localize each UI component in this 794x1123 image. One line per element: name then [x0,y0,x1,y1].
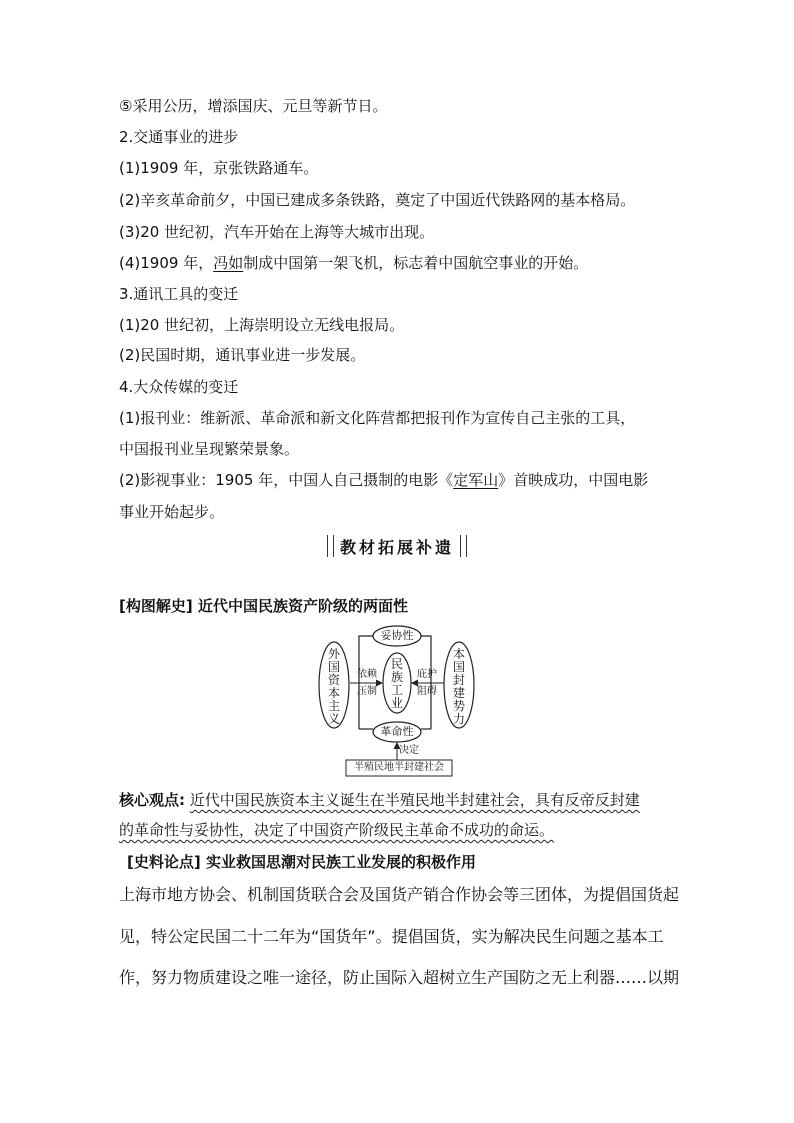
right-label: 本国封建势力 [452,647,465,726]
subheading-media: 4.大众传媒的变迁 [119,378,239,396]
shi-liao-heading [127,852,476,872]
text-segment: (4)1909 年， [119,254,214,272]
section-header [327,533,467,559]
label-yilai: 依赖 [357,669,377,680]
text-line: 中国报刊业呈现繁荣景象。 [119,440,300,458]
top-connector [359,636,373,729]
text-line [119,470,648,490]
text-line [119,253,588,273]
quote-line-3: 作，努力物质建设之唯一途径，防止国际入超树立生产国防之无上利器……以期 [119,968,680,987]
top-label: 妥协性 [380,629,414,642]
double-bar-right [460,535,467,557]
left-label: 外国资本主义 [327,647,340,726]
text-line: (3)20 世纪初，汽车开始在上海等大城市出现。 [119,223,435,241]
section-title: 教材拓展补遗 [340,537,455,557]
center-label: 民族工业 [390,657,403,710]
gou-tu-tag: [构图解史] [119,597,193,615]
double-bar-left [327,535,334,557]
subheading-transport: 2.交通事业的进步 [119,128,239,146]
subheading-communication: 3.通讯工具的变迁 [119,285,239,303]
label-zuai: 阻碍 [417,686,437,697]
label-decide: 决定 [399,745,419,756]
text-line: (1)1909 年，京张铁路通车。 [119,159,319,177]
core-text-2: 的革命性与妥协性，决定了中国资产阶级民主革命不成功的命运。 [119,821,555,839]
text-segment: (2)影视事业：1905 年，中国人自己摄制的电影《 [119,471,454,489]
underlined-film: 定军山 [453,471,499,489]
text-line: (1)报刊业：维新派、革命派和新文化阵营都把报刊作为宣传自己主张的工具， [119,409,636,427]
text-line: (2)民国时期，通讯事业进一步发展。 [119,346,366,364]
top-connector-right [421,636,431,729]
core-text-1: 近代中国民族资本主义诞生在半殖民地半封建社会，具有反帝反封建 [189,791,640,809]
shi-liao-title: 实业救国思潮对民族工业发展的积极作用 [205,853,476,871]
text-line: ⑤采用公历，增添国庆、元旦等新节日。 [119,97,388,115]
core-line-2 [119,820,554,840]
text-segment: 制成中国第一架飞机，标志着中国航空事业的开始。 [243,254,589,272]
label-bihu: 庇护 [417,669,437,680]
text-line: (1)20 世纪初，上海崇明设立无线电报局。 [119,316,405,334]
quote-line-1: 上海市地方协会、机制国货联合会及国货产销合作协会等三团体，为提倡国货起 [119,885,680,904]
gou-tu-title: 近代中国民族资产阶级的两面性 [197,597,408,615]
underlined-name: 冯如 [213,254,244,272]
text-line: (2)辛亥革命前夕，中国已建成多条铁路，奠定了中国近代铁路网的基本格局。 [119,191,636,209]
label-yazhi: 压制 [357,686,377,697]
gou-tu-heading [119,596,408,616]
shi-liao-tag: [史料论点] [127,853,201,871]
text-line: 事业开始起步。 [119,503,225,521]
core-label: 核心观点: [119,791,185,809]
core-line-1 [119,790,640,810]
text-segment: 》首映成功，中国电影 [498,471,649,489]
quote-line-2: 见，特公定民国二十二年为“国货年”。提倡国货，实为解决民生问题之基本工 [119,927,664,946]
bottom-label: 革命性 [380,725,414,738]
base-label: 半殖民地半封建社会 [354,762,444,773]
